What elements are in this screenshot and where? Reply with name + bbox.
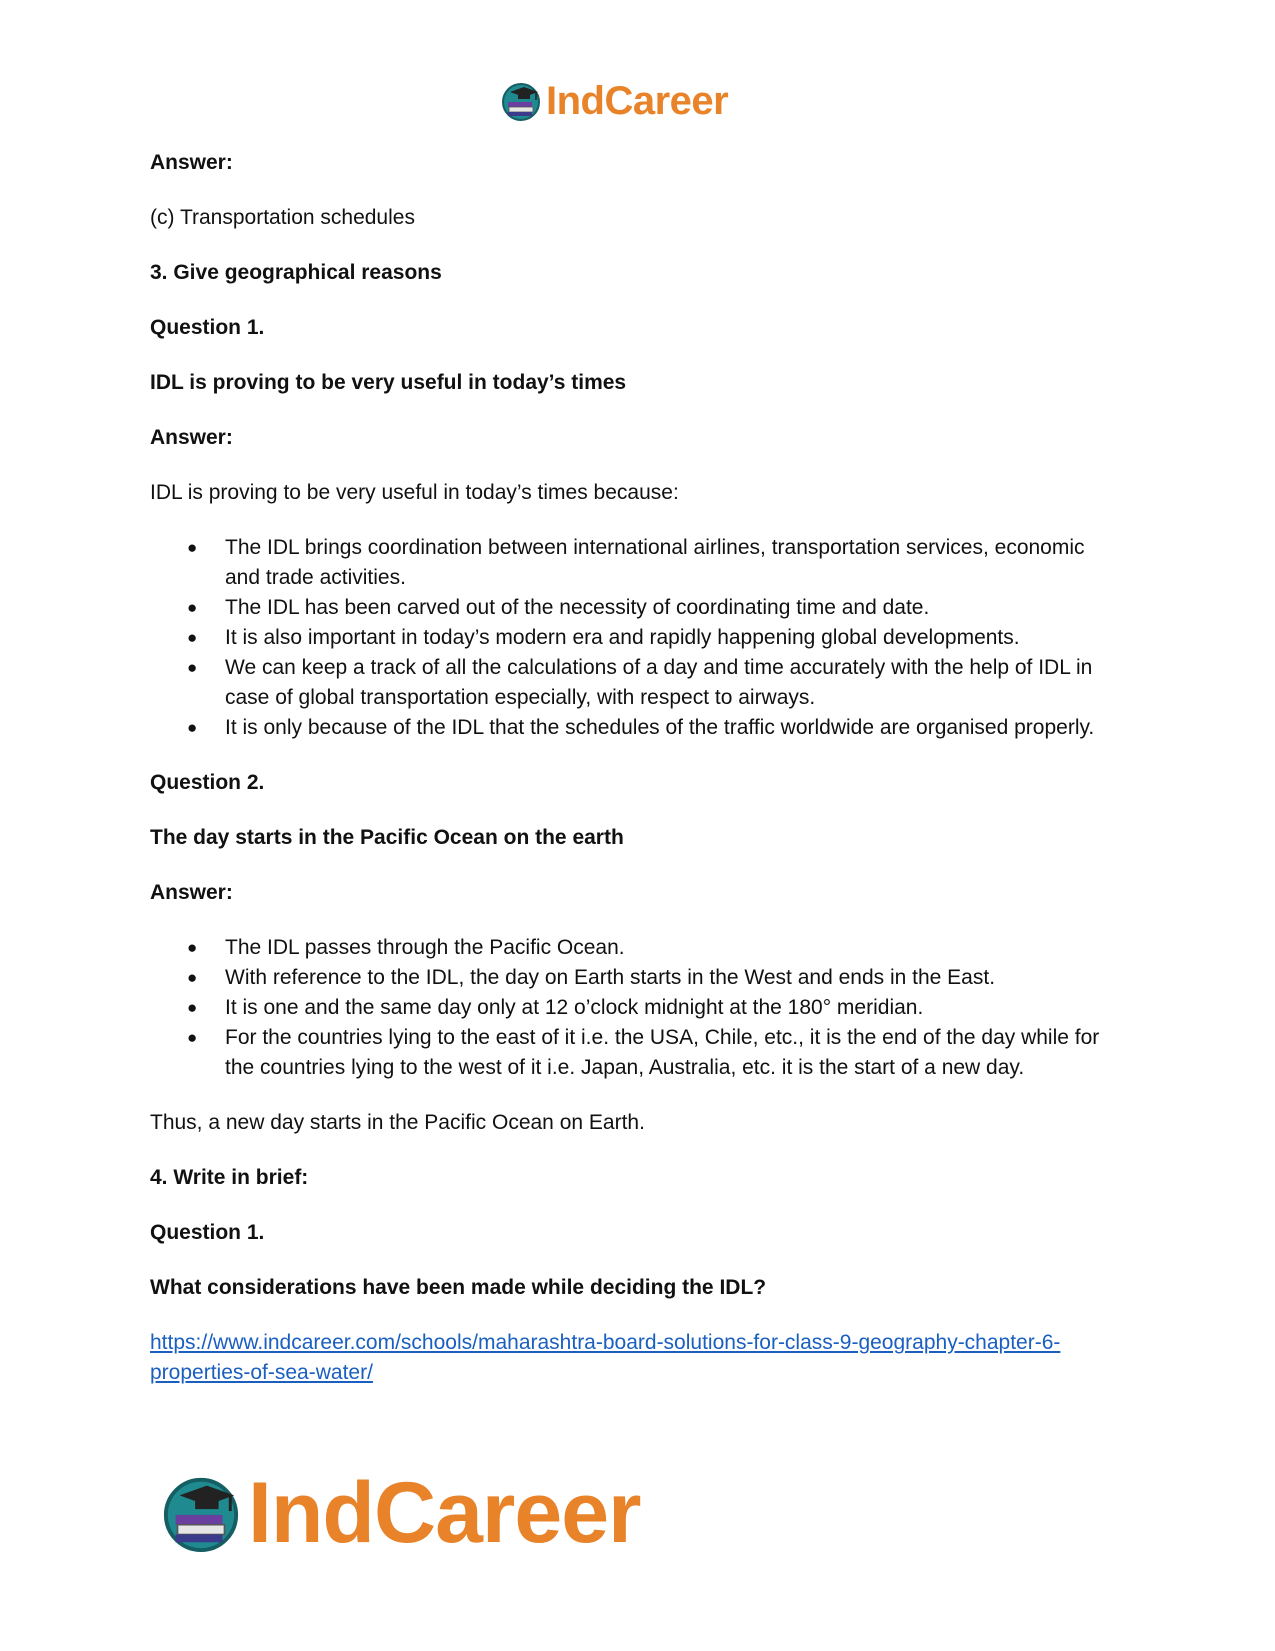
globe-books-icon	[500, 80, 542, 122]
list-item: ● We can keep a track of all the calculations of a day and time accurately with the help of IDL in case of global transportation especially, with respect to airways.	[225, 653, 1120, 713]
source-link[interactable]: https://www.indcareer.com/schools/maharashtra-board-solutions-for-class-9-geography-chapter-6-properties-of-sea-water/	[150, 1331, 1061, 1384]
globe-books-icon	[160, 1472, 242, 1554]
list-item: ● It is only because of the IDL that the schedules of the traffic worldwide are organised properly.	[225, 713, 1120, 743]
question-title: The day starts in the Pacific Ocean on the earth	[150, 826, 624, 849]
question-title: IDL is proving to be very useful in today’s times	[150, 371, 627, 394]
bullet-list	[150, 933, 1120, 1083]
list-item: ● It is one and the same day only at 12 o’clock midnight at the 180° meridian.	[225, 993, 1120, 1023]
list-item: ● The IDL passes through the Pacific Ocean.	[225, 933, 1120, 963]
section-heading-3: 3. Give geographical reasons	[150, 261, 442, 284]
header-logo-text: IndCareer	[546, 79, 729, 123]
list-item: ● For the countries lying to the east of it i.e. the USA, Chile, etc., it is the end of the day while for the countries lying to the west of it i.e. Japan, Australia, etc. it is the start of a new day.	[225, 1023, 1120, 1083]
question-label: Question 1.	[150, 1221, 265, 1244]
list-item: ● The IDL brings coordination between international airlines, transportation services, economic and trade activities.	[225, 533, 1120, 593]
question-label: Question 2.	[150, 771, 265, 794]
question-title: What considerations have been made while deciding the IDL?	[150, 1276, 767, 1299]
header-logo	[500, 78, 728, 124]
answer-text: (c) Transportation schedules	[150, 206, 415, 229]
answer-intro: IDL is proving to be very useful in today’s times because:	[150, 481, 679, 504]
question-label: Question 1.	[150, 316, 265, 339]
answer-label: Answer:	[150, 881, 233, 904]
list-item: ● With reference to the IDL, the day on Earth starts in the West and ends in the East.	[225, 963, 1120, 993]
footer-logo	[160, 1465, 641, 1561]
section-heading-4: 4. Write in brief:	[150, 1166, 309, 1189]
answer-conclusion: Thus, a new day starts in the Pacific Ocean on Earth.	[150, 1111, 645, 1134]
list-item: ● It is also important in today’s modern era and rapidly happening global developments.	[225, 623, 1120, 653]
answer-label: Answer:	[150, 426, 233, 449]
bullet-list	[150, 533, 1120, 743]
answer-label: Answer:	[150, 151, 233, 174]
footer-logo-text: IndCareer	[248, 1465, 641, 1561]
document-body	[150, 148, 1120, 1413]
list-item: ● The IDL has been carved out of the necessity of coordinating time and date.	[225, 593, 1120, 623]
